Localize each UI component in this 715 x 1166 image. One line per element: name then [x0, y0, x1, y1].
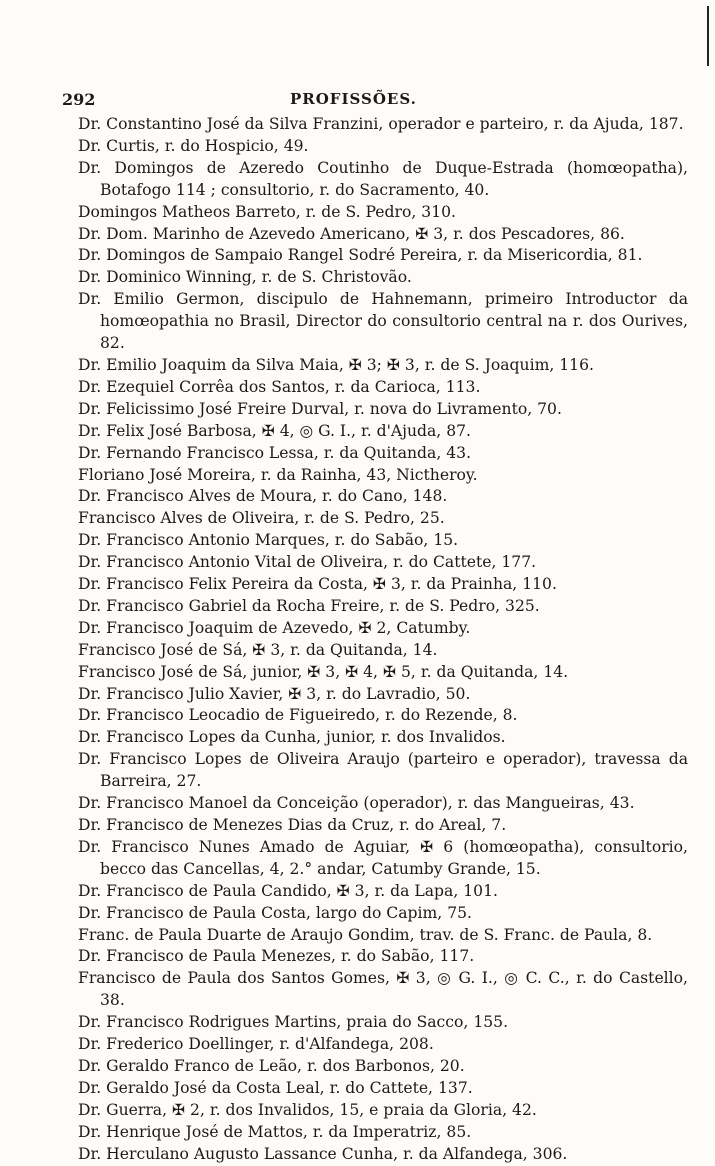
directory-entry: Dr. Henrique José de Mattos, r. da Imperatriz, 85.: [78, 1122, 472, 1141]
directory-entry: Dr. Curtis, r. do Hospicio, 49.: [78, 136, 309, 155]
directory-entry: Francisco de Paula dos Santos Gomes, ✠ 3, ◎ G. I., ◎ C. C., r. do Castello, 38.: [78, 969, 688, 1010]
page-number: 292: [62, 90, 96, 109]
directory-entry: Dr. Guerra, ✠ 2, r. dos Invalidos, 15, e praia da Gloria, 42.: [78, 1100, 537, 1119]
directory-entry: Dr. Francisco Gabriel da Rocha Freire, r. de S. Pedro, 325.: [78, 596, 540, 615]
directory-entry: Dr. Frederico Doellinger, r. d'Alfandega, 208.: [78, 1035, 434, 1054]
directory-entry: Dr. Francisco de Paula Costa, largo do Capim, 75.: [78, 903, 473, 922]
directory-entry: Dr. Francisco de Menezes Dias da Cruz, r. do Areal, 7.: [78, 816, 507, 834]
directory-entry: Dr. Felicissimo José Freire Durval, r. nova do Livramento, 70.: [78, 399, 562, 418]
directory-entry: Dr. Dom. Marinho de Azevedo Americano, ✠ 3, r. dos Pescadores, 86.: [78, 224, 625, 243]
page-header: [62, 90, 682, 112]
directory-entry: Dr. Francisco Julio Xavier, ✠ 3, r. do Lavradio, 50.: [78, 684, 471, 703]
directory-entry: Dr. Felix José Barbosa, ✠ 4, ◎ G. I., r. d'Ajuda, 87.: [78, 421, 472, 440]
directory-entry: Dr. Herculano Augusto Lassance Cunha, r. da Alfandega, 306.: [78, 1144, 568, 1163]
directory-entry: Floriano José Moreira, r. da Rainha, 43, Nictheroy.: [78, 465, 478, 484]
directory-entry: Dr. Francisco de Paula Menezes, r. do Sabão, 117.: [78, 947, 475, 966]
directory-entry: Dr. Francisco Leocadio de Figueiredo, r. do Rezende, 8.: [78, 706, 518, 725]
directory-entry: Dr. Francisco Rodrigues Martins, praia do Sacco, 155.: [78, 1013, 509, 1032]
directory-entry: Dr. Constantino José da Silva Franzini, operador e parteiro, r. da Ajuda, 187.: [78, 115, 684, 133]
directory-entry: Dr. Emilio Joaquim da Silva Maia, ✠ 3; ✠ 3, r. de S. Joaquim, 116.: [78, 355, 594, 374]
directory-entry: Dr. Domingos de Sampaio Rangel Sodré Pereira, r. da Misericordia, 81.: [78, 246, 643, 265]
directory-entry: Dr. Fernando Francisco Lessa, r. da Quitanda, 43.: [78, 443, 472, 462]
directory-entry: Franc. de Paula Duarte de Araujo Gondim, trav. de S. Franc. de Paula, 8.: [78, 925, 653, 944]
directory-entry: Dr. Francisco Manoel da Conceição (operador), r. das Mangueiras, 43.: [78, 794, 635, 813]
directory-entry: Domingos Matheos Barreto, r. de S. Pedro, 310.: [78, 202, 456, 221]
directory-entry: Dr. Francisco Alves de Moura, r. do Cano, 148.: [78, 487, 448, 506]
directory-entry: Dr. Francisco Lopes de Oliveira Araujo (parteiro e operador), travessa da Barreira, 27.: [78, 750, 688, 791]
directory-entry: Dr. Geraldo Franco de Leão, r. dos Barbonos, 20.: [78, 1056, 465, 1075]
directory-entry: Dr. Dominico Winning, r. de S. Christovão.: [78, 268, 412, 287]
directory-entry: Dr. Francisco Nunes Amado de Aguiar, ✠ 6 (homœopatha), consultorio, becco das Cancellas, 4, 2.° andar, Catumby Grande, 15.: [78, 837, 688, 878]
directory-entry: Dr. Geraldo José da Costa Leal, r. do Cattete, 137.: [78, 1078, 473, 1097]
directory-entry: Francisco José de Sá, ✠ 3, r. da Quitanda, 14.: [78, 640, 438, 659]
directory-entry: Dr. Francisco de Paula Candido, ✠ 3, r. da Lapa, 101.: [78, 881, 498, 900]
margin-rule: [707, 6, 709, 66]
directory-entry: Dr. Francisco Antonio Marques, r. do Sabão, 15.: [78, 531, 459, 550]
running-title: PROFISSÕES.: [290, 90, 417, 108]
directory-entry: Dr. Francisco Joaquim de Azevedo, ✠ 2, Catumby.: [78, 618, 471, 637]
directory-entry: Dr. Francisco Antonio Vital de Oliveira, r. do Cattete, 177.: [78, 553, 537, 572]
directory-entry: Dr. Francisco Lopes da Cunha, junior, r. dos Invalidos.: [78, 728, 506, 747]
directory-entry: Dr. Domingos de Azeredo Coutinho de Duque-Estrada (homœopatha), Botafogo 114 ; consultorio, r. do Sacramento, 40.: [78, 158, 688, 199]
directory-entries: [78, 114, 688, 1166]
directory-entry: Dr. Francisco Felix Pereira da Costa, ✠ 3, r. da Prainha, 110.: [78, 575, 557, 594]
directory-entry: Francisco José de Sá, junior, ✠ 3, ✠ 4, ✠ 5, r. da Quitanda, 14.: [78, 662, 569, 681]
directory-entry: Dr. Emilio Germon, discipulo de Hahnemann, primeiro Introductor da homœopathia no Brasil, Director do consultorio central na r. dos Ourives, 82.: [78, 290, 688, 353]
directory-entry: Dr. Ezequiel Corrêa dos Santos, r. da Carioca, 113.: [78, 377, 481, 396]
directory-entry: Francisco Alves de Oliveira, r. de S. Pedro, 25.: [78, 509, 445, 528]
